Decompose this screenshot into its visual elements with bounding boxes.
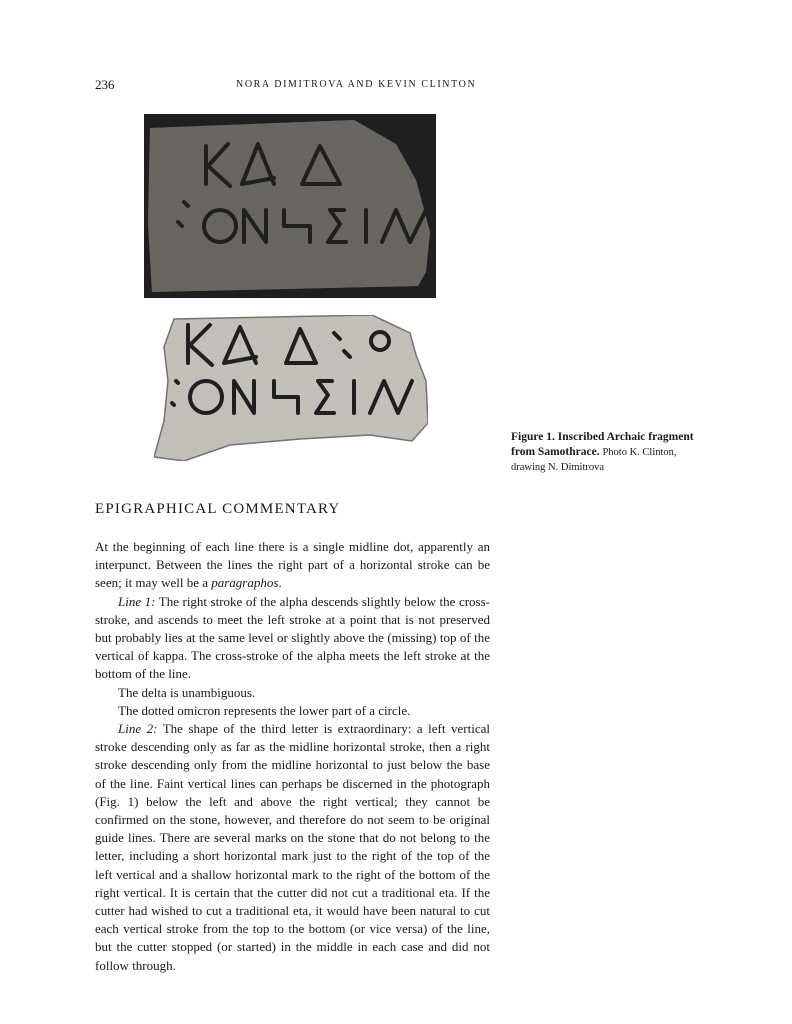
text-run: At the beginning of each line there is a single midline dot, apparently an interpunct. Between the lines the right part of a horizontal stroke can be seen; it may well be a <box>95 539 490 591</box>
text-run: The shape of the third letter is extraordinary: a left vertical stroke descending only as far as the midline horizontal stroke, then a right stroke descending only from the midline horizontal to just below the base of the line. Faint vertical lines can perhaps be discerned in the photograph (Fig. 1) below the left and above the right vertical; they cannot be confirmed on the stone, however, and therefore do not seem to be original guide lines. There are several marks on the stone that do not belong to the letter, including a short horizontal mark just to the right of the top of the left vertical and a shallow horizontal mark to the right of the bottom of the right vertical. It is certain that the cutter did not cut a traditional eta. If the cutter had wished to cut a traditional eta, it would have been natural to cut each vertical stroke from the top to the bottom (or vice versa) of the line, but the cutter stopped (or started) in the middle in each case and did not follow through. <box>95 721 490 973</box>
running-head: NORA DIMITROVA AND KEVIN CLINTON <box>236 79 477 90</box>
section-heading: EPIGRAPHICAL COMMENTARY <box>95 501 341 517</box>
figure-caption <box>511 430 711 475</box>
text-run: The dotted omicron represents the lower part of a circle. <box>118 702 411 718</box>
paragraph <box>95 720 490 975</box>
figure-photo <box>144 114 436 298</box>
paragraph <box>95 702 490 720</box>
italic-run: Line 2: <box>118 721 158 737</box>
text-run: The delta is unambiguous. <box>118 684 256 700</box>
text-run: The right stroke of the alpha descends slightly below the cross-stroke, and ascends to meet the left stroke at a point that is not preserved but probably lies at the same level or slightly above the (missing) top of the vertical of kappa. The cross-stroke of the alpha meets the left stroke at the bottom of the line. <box>95 593 490 682</box>
page-number: 236 <box>95 77 115 92</box>
commentary-body <box>95 538 490 975</box>
italic-run: Line 1: <box>118 593 156 609</box>
italic-run: paragraphos <box>211 575 279 591</box>
paragraph <box>95 538 490 593</box>
photo-stone <box>148 120 430 292</box>
caption-title: Figure 1. Inscribed Archaic fragment from Samothrace. <box>511 431 694 458</box>
paragraph <box>95 684 490 702</box>
paragraph <box>95 593 490 684</box>
figure-drawing <box>150 311 434 468</box>
caption-credit: Photo K. Clinton, drawing N. Dimitrova <box>511 447 677 473</box>
text-run: . <box>278 575 282 591</box>
